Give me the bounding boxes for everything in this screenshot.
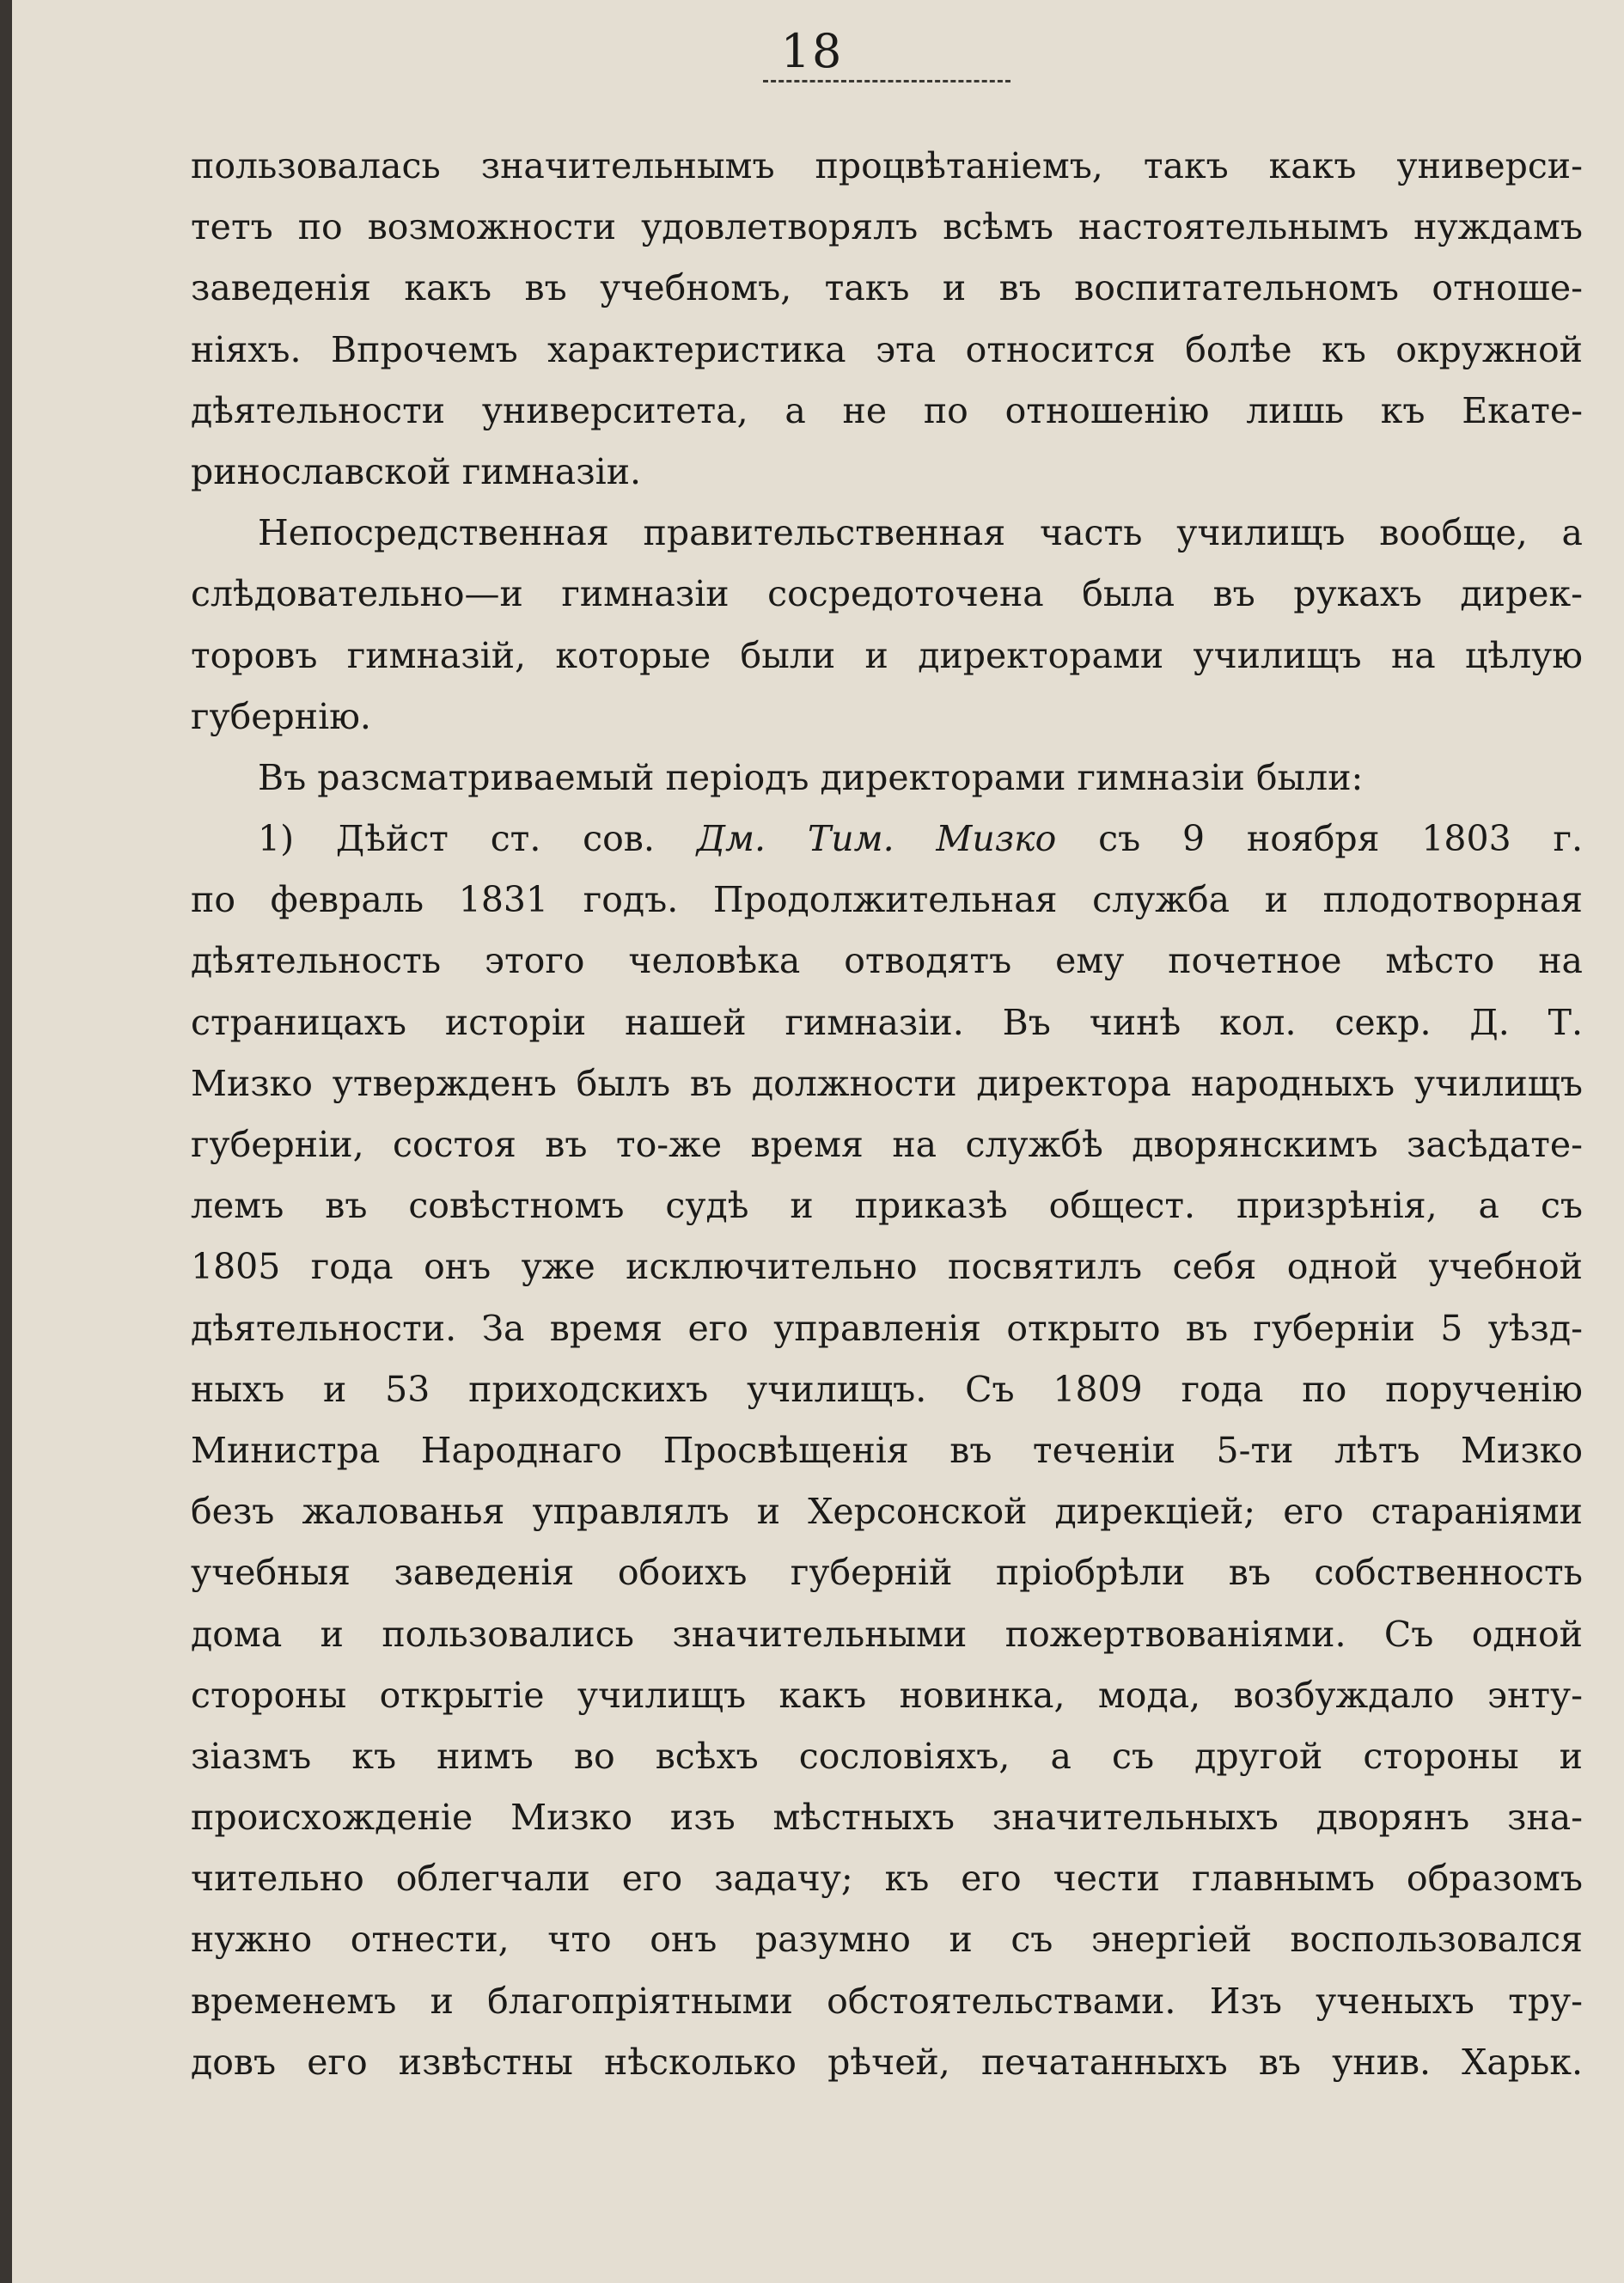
- text-line: пользовалась значительнымъ процвѣтаніемъ, такъ какъ универси-: [191, 145, 1583, 186]
- text-line: дѣятельность этого человѣка отводятъ ему почетное мѣсто на: [191, 940, 1583, 982]
- text-line: страницахъ исторіи нашей гимназіи. Въ чинѣ кол. секр. Д. Т.: [191, 1001, 1583, 1043]
- text-line: Мизко утвержденъ былъ въ должности директора народныхъ училищъ: [191, 1062, 1583, 1104]
- text-line: безъ жалованья управлялъ и Херсонской дирекціей; его стараніями: [191, 1491, 1583, 1533]
- text-line: учебныя заведенія обоихъ губерній пріобрѣли въ собственность: [191, 1552, 1583, 1594]
- text-line: ніяхъ. Впрочемъ характеристика эта относится болѣе къ окружной: [191, 328, 1583, 370]
- text-line: чительно облегчали его задачу; къ его чести главнымъ образомъ: [191, 1858, 1583, 1900]
- page-number: 18: [780, 24, 844, 78]
- text-line: дома и пользовались значительными пожертвованіями. Съ одной: [191, 1613, 1583, 1655]
- text-line: дѣятельности. За время его управленія открыто въ губерніи 5 уѣзд-: [191, 1307, 1583, 1349]
- text-line: слѣдовательно—и гимназіи сосредоточена была въ рукахъ дирек-: [191, 573, 1583, 615]
- line-suffix: съ 9 ноября 1803 г.: [1098, 818, 1583, 860]
- page-binding-edge: [0, 0, 12, 2283]
- text-line: губернію.: [191, 695, 371, 737]
- text-line: Непосредственная правительственная часть училищъ вообще, а: [258, 512, 1583, 554]
- director-name: Дм. Тим. Мизко: [696, 818, 1057, 860]
- text-line-with-name: [191, 809, 1583, 870]
- text-line: губерніи, состоя въ то-же время на службѣ дворянскимъ засѣдате-: [191, 1124, 1583, 1165]
- text-line: довъ его извѣстны нѣсколько рѣчей, печатанныхъ въ унив. Харьк.: [191, 2041, 1583, 2083]
- line-prefix: 1) Дѣйст ст. сов.: [258, 818, 655, 860]
- text-line: нужно отнести, что онъ разумно и съ энергіей воспользовался: [191, 1919, 1583, 1961]
- text-line: по февраль 1831 годъ. Продолжительная служба и плодотворная: [191, 879, 1583, 921]
- text-line: заведенія какъ въ учебномъ, такъ и въ воспитательномъ отноше-: [191, 267, 1583, 309]
- text-line: зіазмъ къ нимъ во всѣхъ сословіяхъ, а съ другой стороны и: [191, 1735, 1583, 1777]
- header-rule: [763, 80, 1010, 82]
- text-line: дѣятельности университета, а не по отношенію лишь къ Екате-: [191, 389, 1583, 431]
- text-line: стороны открытіе училищъ какъ новинка, мода, возбуждало энту-: [191, 1674, 1583, 1716]
- text-line: 1805 года онъ уже исключительно посвятилъ себя одной учебной: [191, 1246, 1583, 1288]
- text-line: ныхъ и 53 приходскихъ училищъ. Съ 1809 года по порученію: [191, 1368, 1583, 1410]
- text-line: лемъ въ совѣстномъ судѣ и приказѣ общест. призрѣнія, а съ: [191, 1185, 1583, 1227]
- text-line: ринославской гимназіи.: [191, 450, 642, 492]
- text-line: торовъ гимназій, которые были и директорами училищъ на цѣлую: [191, 634, 1583, 676]
- text-line: тетъ по возможности удовлетворялъ всѣмъ настоятельнымъ нуждамъ: [191, 206, 1583, 248]
- text-line: Министра Народнаго Просвѣщенія въ теченіи 5-ти лѣтъ Мизко: [191, 1429, 1583, 1471]
- text-line: временемъ и благопріятными обстоятельствами. Изъ ученыхъ тру-: [191, 1980, 1583, 2022]
- body-text: [191, 136, 1583, 2093]
- text-line: Въ разсматриваемый періодъ директорами гимназіи были:: [258, 756, 1364, 798]
- text-line: происхожденіе Мизко изъ мѣстныхъ значительныхъ дворянъ зна-: [191, 1797, 1583, 1839]
